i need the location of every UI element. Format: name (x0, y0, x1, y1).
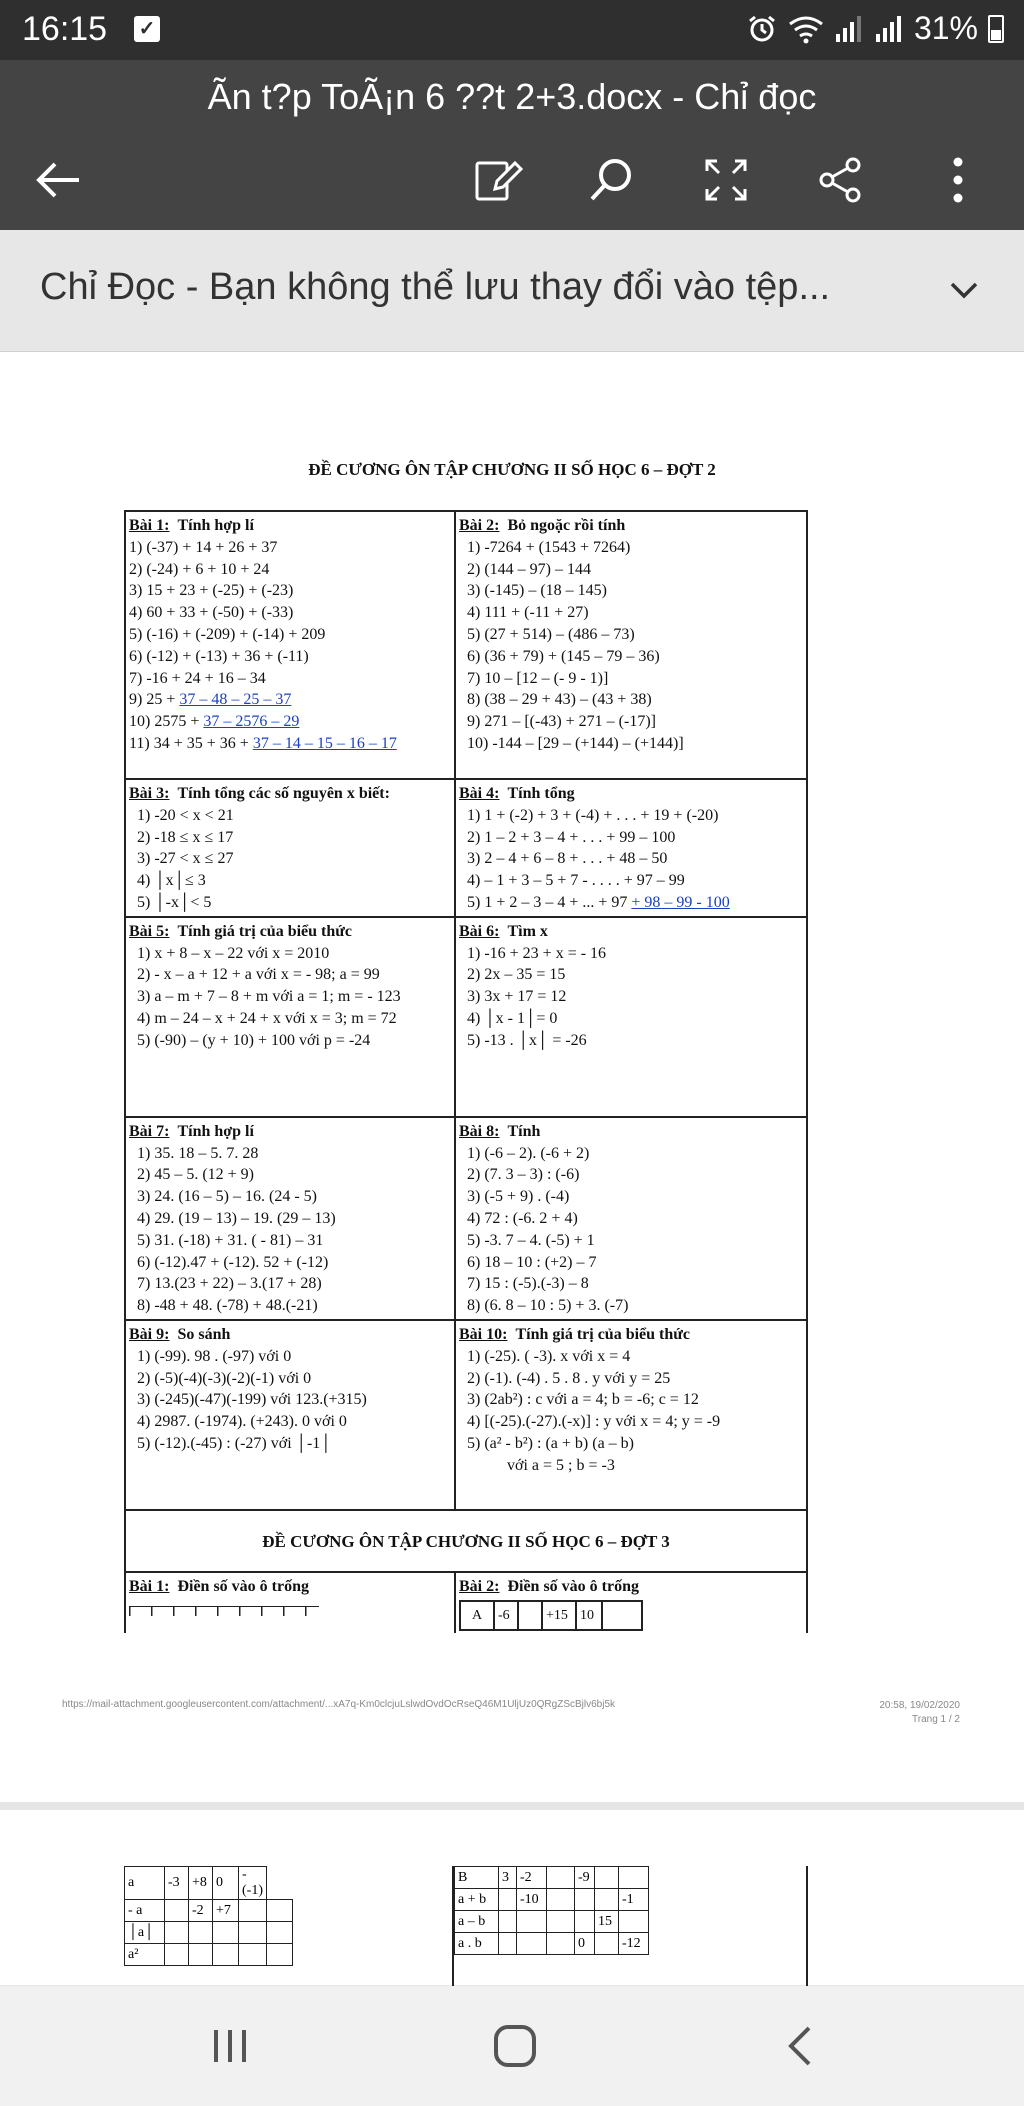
table-row (125, 1900, 293, 1922)
list-item: 4) │x - 1│= 0 (467, 1009, 558, 1027)
exercise-cell-b3 (125, 779, 455, 917)
list-item: 2) (-24) + 6 + 10 + 24 (129, 560, 270, 578)
exercise-label: Bài 1: (129, 517, 170, 534)
list-item: 7) 13.(23 + 22) – 3.(17 + 28) (137, 1275, 322, 1293)
notification-check-icon: ✓ (134, 16, 160, 42)
table-cell: a² (125, 1944, 165, 1966)
list-item: 4) m – 24 – x + 24 + x với x = 3; m = 72 (137, 1009, 397, 1027)
exercise-cell-b5 (125, 917, 455, 1117)
list-item: 2) -18 ≤ x ≤ 17 (137, 828, 234, 846)
table-cell: 3 (499, 1867, 517, 1889)
list-item (129, 733, 451, 755)
list-item: 1) (-99). 98 . (-97) với 0 (137, 1347, 292, 1365)
footer-timestamp: 20:58, 19/02/2020 (879, 1700, 960, 1711)
list-item: 4) 60 + 33 + (-50) + (-33) (129, 604, 294, 622)
list-item: 3) (-145) – (18 – 145) (467, 582, 607, 600)
table-cell (547, 1867, 575, 1889)
hyperlink[interactable]: 37 – 14 – 15 – 16 – 17 (252, 734, 397, 752)
list-item: 6) (-12) + (-13) + 36 + (-11) (129, 647, 309, 665)
list-item: 9) 271 – [(-43) + 271 – (-17)] (467, 713, 656, 731)
exercise-label: Bài 2: (459, 517, 500, 534)
table-cell: a + b (455, 1889, 499, 1911)
footer-date (879, 1699, 960, 1727)
list-item-text: 9) 25 + (129, 691, 180, 709)
document-page-2[interactable] (0, 1810, 1024, 1985)
list-item: 1) (-25). ( -3). x với x = 4 (467, 1347, 631, 1365)
list-item: 8) (38 – 29 + 43) – (43 + 38) (467, 691, 652, 709)
list-item: 4) │x│≤ 3 (137, 872, 206, 890)
table-cell (619, 1911, 649, 1933)
table-row (125, 1944, 293, 1966)
list-item: 1) 35. 18 – 5. 7. 28 (137, 1144, 259, 1162)
table-cell (595, 1889, 619, 1911)
table-cell (239, 1900, 267, 1922)
exercise-cell-b2 (455, 511, 807, 779)
list-item: 2) - x – a + 12 + a với x = - 98; a = 99 (137, 966, 380, 984)
fill-table-stub (129, 1606, 319, 1616)
list-item: 4) [(-25).(-27).(-x)] : y với x = 4; y = -9 (467, 1413, 721, 1431)
list-item: 5) 31. (-18) + 31. ( - 81) – 31 (137, 1231, 324, 1249)
table-row (125, 1117, 807, 1320)
list-item: 6) 18 – 10 : (+2) – 7 (467, 1253, 597, 1271)
list-item: 2) (-5)(-4)(-3)(-2)(-1) với 0 (137, 1369, 312, 1387)
list-item: 2) 45 – 5. (12 + 9) (137, 1166, 255, 1184)
table-row (455, 1933, 649, 1955)
list-item: 1) x + 8 – x – 22 với x = 2010 (137, 944, 330, 962)
list-item: 1) 1 + (-2) + 3 + (-4) + . . . + 19 + (-20) (467, 806, 719, 824)
expand-banner-button[interactable] (934, 260, 994, 320)
exercise-cell-b6 (455, 917, 807, 1117)
table-cell: -2 (517, 1867, 547, 1889)
fullscreen-button[interactable] (686, 140, 766, 220)
list-item: 8) (6. 8 – 10 : 5) + 3. (-7) (467, 1297, 629, 1315)
exercise-cell-b8 (455, 1117, 807, 1320)
edit-pencil-icon (473, 155, 523, 205)
exercise-label: Bài 10: (459, 1325, 508, 1343)
footer-url: https://mail-attachment.googleusercontent.com/attachment/...xA7q-Km0clcjuLslwdOvdOcRseQ46M1UljUz0QRgZScBjlv6bj5k (62, 1699, 616, 1710)
share-button[interactable] (800, 140, 880, 220)
table-cell (239, 1922, 267, 1944)
list-item: 1) (-37) + 14 + 26 + 37 (129, 538, 278, 556)
table-row (125, 511, 807, 779)
chevron-left-icon (785, 2024, 815, 2068)
list-item: 6) (-12).47 + (-12). 52 + (-12) (137, 1253, 329, 1271)
app-bar (0, 60, 1024, 230)
hyperlink[interactable]: 37 – 48 – 25 – 37 (179, 691, 292, 709)
list-item: 4) 2987. (-1974). (+243). 0 với 0 (137, 1413, 347, 1431)
arrow-left-icon (33, 160, 83, 200)
table-cell (518, 1601, 542, 1630)
table-cell: -10 (517, 1889, 547, 1911)
exercise-label: Bài 5: (129, 922, 170, 940)
table-cell: A (460, 1601, 494, 1630)
table-row (125, 779, 807, 917)
hyperlink[interactable]: + 98 – 99 - 100 (631, 893, 730, 911)
exercise-title: So sánh (177, 1325, 231, 1343)
exercise-cell-b1 (125, 511, 455, 779)
recent-apps-button[interactable] (190, 2016, 270, 2076)
exercise-title: Tính tổng (507, 785, 575, 802)
footer-page-number: Trang 1 / 2 (912, 1714, 960, 1725)
hyperlink[interactable]: 37 – 2576 – 29 (203, 713, 300, 731)
exercise-label: Bài 8: (459, 1122, 500, 1140)
list-item: 3) (2ab²) : c với a = 4; b = -6; c = 12 (467, 1391, 699, 1409)
readonly-message: Chỉ Đọc - Bạn không thể lưu thay đổi vào tệp... (40, 266, 831, 308)
table-cell (189, 1922, 213, 1944)
signal-icon (834, 14, 864, 44)
table-cell: +15 (542, 1601, 576, 1630)
table-cell: -9 (575, 1867, 595, 1889)
table-cell: -12 (619, 1933, 649, 1955)
list-item: 5) (a² - b²) : (a + b) (a – b) (467, 1434, 634, 1452)
list-item: 4) 111 + (-11 + 27) (467, 604, 589, 622)
table-cell (517, 1911, 547, 1933)
table-cell (189, 1944, 213, 1966)
chevron-down-icon (949, 280, 979, 300)
exercise-title: Tính tổng các số nguyên x biết: (177, 785, 390, 802)
table-cell (499, 1911, 517, 1933)
exercise-label: Bài 9: (129, 1325, 170, 1343)
table-cell (165, 1922, 189, 1944)
list-item: 5) -3. 7 – 4. (-5) + 1 (467, 1231, 595, 1249)
table-row (125, 1320, 807, 1510)
table-cell: -(-1) (239, 1867, 267, 1900)
table-cell (213, 1922, 239, 1944)
exercise-title: Tính giá trị của biểu thức (177, 922, 352, 940)
table-cell (619, 1867, 649, 1889)
table-cell (517, 1933, 547, 1955)
list-item: 8) -48 + 48. (-78) + 48.(-21) (137, 1297, 318, 1315)
list-item-text: 10) 2575 + (129, 713, 204, 731)
exercise-title: Tính hợp lí (177, 1122, 254, 1140)
table-cell (266, 1900, 292, 1922)
system-nav-bar (0, 1986, 1024, 2106)
list-item: 1) -16 + 23 + x = - 16 (467, 944, 607, 962)
list-item: 10) -144 – [29 – (+144) – (+144)] (467, 734, 684, 752)
table-cell (499, 1889, 517, 1911)
list-item: 7) -16 + 24 + 16 – 34 (129, 669, 266, 687)
table-cell: 10 (576, 1601, 602, 1630)
list-item: 4) 29. (19 – 13) – 19. (29 – 13) (137, 1209, 336, 1227)
list-item: 6) (36 + 79) + (145 – 79 – 36) (467, 647, 660, 665)
table-cell (266, 1944, 292, 1966)
list-item: 5) -13 . │x│ = -26 (467, 1031, 587, 1049)
list-item: 3) (-5 + 9) . (-4) (467, 1188, 570, 1206)
exercise-label: Bài 7: (129, 1122, 170, 1140)
list-item (459, 892, 803, 914)
exercise-title: Điền số vào ô trống (177, 1577, 310, 1595)
list-item: 3) 15 + 23 + (-25) + (-23) (129, 582, 294, 600)
table-row (455, 1889, 649, 1911)
table-cell (575, 1889, 595, 1911)
status-bar (0, 0, 1024, 60)
exercise-cell-b4 (455, 779, 807, 917)
fill-table (459, 1600, 643, 1631)
table-row (125, 1867, 293, 1900)
list-item (129, 711, 451, 733)
list-item: 5) (-16) + (-209) + (-14) + 209 (129, 625, 326, 643)
table-row (460, 1601, 642, 1630)
table-cell (547, 1933, 575, 1955)
document-title: Ãn t?p ToÃ¡n 6 ??t 2+3.docx - Chỉ đọc (207, 76, 817, 117)
doc-title-dot3: ĐỀ CƯƠNG ÔN TẬP CHƯƠNG II SỐ HỌC 6 – ĐỢT 3 (125, 1510, 807, 1572)
list-item: 2) (7. 3 – 3) : (-6) (467, 1166, 580, 1184)
table-cell: +8 (189, 1867, 213, 1900)
list-item: 1) -7264 + (1543 + 7264) (467, 538, 631, 556)
exercise-cell-b9 (125, 1320, 455, 1510)
home-icon (492, 2023, 538, 2069)
readonly-banner[interactable] (0, 230, 1024, 352)
fill-table-b (454, 1866, 649, 1955)
table-cell: -2 (189, 1900, 213, 1922)
table-cell (602, 1601, 642, 1630)
document-page-1[interactable] (0, 352, 1024, 1802)
wifi-icon (788, 14, 824, 44)
list-item: 3) (-245)(-47)(-199) với 123.(+315) (137, 1391, 367, 1409)
table-cell (547, 1889, 575, 1911)
exercise-title: Điền số vào ô trống (507, 1577, 640, 1595)
table-cell (547, 1911, 575, 1933)
more-options-button[interactable] (918, 140, 998, 220)
table-row (125, 917, 807, 1117)
edit-button[interactable] (458, 140, 538, 220)
list-item-text: 5) 1 + 2 – 3 – 4 + ... + 97 (467, 893, 632, 911)
exercise-title: Tính (507, 1122, 541, 1140)
list-item: 7) 10 – [12 – (- 9 - 1)] (467, 669, 609, 687)
list-item: 3) 2 – 4 + 6 – 8 + . . . + 48 – 50 (467, 850, 668, 868)
table-cell: 0 (213, 1867, 239, 1900)
more-vertical-icon (948, 155, 968, 205)
list-item: 4) – 1 + 3 – 5 + 7 - . . . . + 97 – 99 (467, 872, 685, 890)
table-cell (239, 1944, 267, 1966)
search-button[interactable] (572, 140, 652, 220)
back-nav-button[interactable] (760, 2016, 840, 2076)
exercise-cell-b7 (125, 1117, 455, 1320)
list-item: 2) (144 – 97) – 144 (467, 560, 591, 578)
list-item-text: 11) 34 + 35 + 36 + (129, 734, 253, 752)
signal-icon-2 (874, 14, 904, 44)
table-cell: a . b (455, 1933, 499, 1955)
table-cell: B (455, 1867, 499, 1889)
list-item: 1) (-6 – 2). (-6 + 2) (467, 1144, 590, 1162)
exercise-cell-d3-b1 (125, 1572, 455, 1633)
recent-apps-icon (210, 2026, 250, 2066)
list-item (129, 689, 451, 711)
list-item: 5) (-12).(-45) : (-27) với │-1│ (137, 1434, 332, 1452)
table-cell: a (125, 1867, 165, 1900)
table-cell (165, 1900, 189, 1922)
table-cell: -6 (494, 1601, 518, 1630)
table-row (125, 1922, 293, 1944)
list-item: 1) -20 < x < 21 (137, 806, 234, 824)
list-item: 2) (-1). (-4) . 5 . 8 . y với y = 25 (467, 1369, 671, 1387)
exercise-cell-b10 (455, 1320, 807, 1510)
exercise-title: Bỏ ngoặc rồi tính (507, 517, 626, 534)
search-icon (587, 155, 637, 205)
fill-table-a (124, 1866, 293, 1966)
table-cell (595, 1867, 619, 1889)
table-row (125, 1510, 807, 1572)
alarm-icon (746, 13, 778, 45)
exercise-label: Bài 3: (129, 785, 170, 802)
list-item: với a = 5 ; b = -3 (507, 1456, 615, 1474)
list-item: 2) 1 – 2 + 3 – 4 + . . . + 99 – 100 (467, 828, 676, 846)
expand-icon (701, 155, 751, 205)
home-button[interactable] (475, 2016, 555, 2076)
exercise-label: Bài 2: (459, 1577, 500, 1595)
list-item: 5) (27 + 514) – (486 – 73) (467, 625, 635, 643)
status-time: 16:15 (22, 10, 108, 48)
table-cell: - a (125, 1900, 165, 1922)
table-row (455, 1911, 649, 1933)
exercise-table (124, 510, 808, 1633)
table-cell (266, 1922, 292, 1944)
share-icon (815, 155, 865, 205)
table-cell (165, 1944, 189, 1966)
table-row (125, 1572, 807, 1633)
table-cell: a – b (455, 1911, 499, 1933)
table-cell (499, 1933, 517, 1955)
column-divider (806, 1866, 808, 1986)
exercise-label: Bài 4: (459, 785, 500, 802)
back-button[interactable] (18, 140, 98, 220)
exercise-label: Bài 1: (129, 1577, 170, 1595)
table-cell (213, 1944, 239, 1966)
exercise-label: Bài 6: (459, 922, 500, 940)
list-item: 5) │-x│< 5 (137, 893, 212, 911)
list-item: 2) 2x – 35 = 15 (467, 966, 566, 984)
exercise-title: Tìm x (507, 922, 548, 940)
doc-title-dot2: ĐỀ CƯƠNG ÔN TẬP CHƯƠNG II SỐ HỌC 6 – ĐỢT 2 (308, 460, 716, 479)
battery-icon (988, 15, 1004, 43)
table-cell: -1 (619, 1889, 649, 1911)
list-item: 7) 15 : (-5).(-3) – 8 (467, 1275, 589, 1293)
battery-percent: 31% (913, 10, 978, 46)
list-item: 3) a – m + 7 – 8 + m với a = 1; m = - 123 (137, 988, 401, 1006)
table-cell: │a│ (125, 1922, 165, 1944)
list-item: 3) 3x + 17 = 12 (467, 988, 567, 1006)
status-indicators (746, 10, 1004, 47)
table-cell: 15 (595, 1911, 619, 1933)
list-item: 3) -27 < x ≤ 27 (137, 850, 234, 868)
exercise-title: Tính giá trị của biểu thức (515, 1325, 690, 1343)
exercise-title: Tính hợp lí (177, 517, 254, 534)
table-cell: -3 (165, 1867, 189, 1900)
table-cell: 0 (575, 1933, 595, 1955)
list-item: 4) 72 : (-6. 2 + 4) (467, 1209, 578, 1227)
table-cell: +7 (213, 1900, 239, 1922)
list-item: 3) 24. (16 – 5) – 16. (24 - 5) (137, 1188, 317, 1206)
table-cell (575, 1911, 595, 1933)
table-cell (595, 1933, 619, 1955)
exercise-cell-d3-b2 (455, 1572, 807, 1633)
list-item: 5) (-90) – (y + 10) + 100 với p = -24 (137, 1031, 371, 1049)
table-row (455, 1867, 649, 1889)
